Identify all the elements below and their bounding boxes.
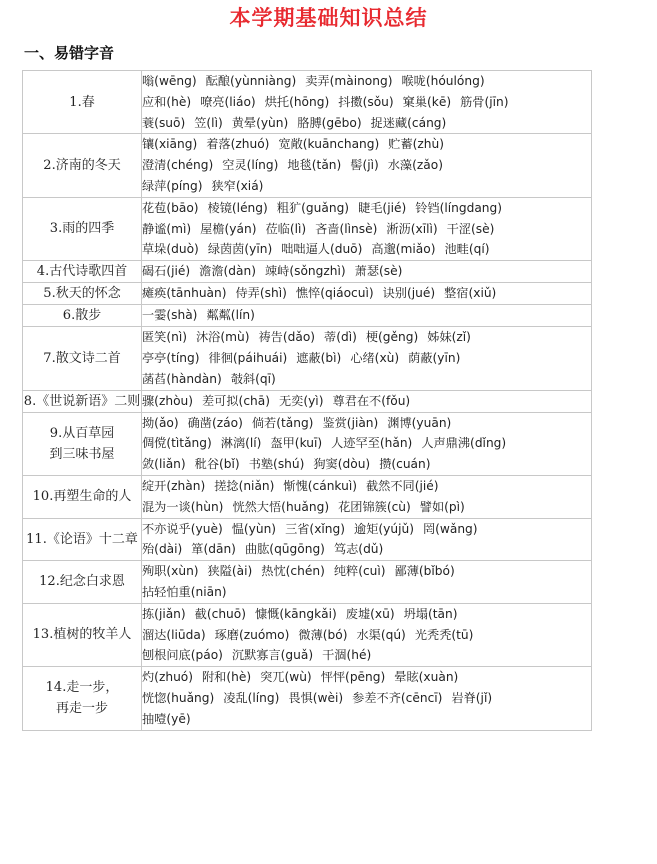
word-entry: 人声鼎沸(dǐng) <box>421 436 507 451</box>
word-entry: 惭愧(cánkuì) <box>283 478 357 493</box>
word-line <box>142 219 591 240</box>
word-list <box>142 561 592 604</box>
word-entry: 纯粹(cuì) <box>333 564 386 579</box>
word-line <box>142 497 591 518</box>
word-entry: 笠(lì) <box>194 115 223 130</box>
lesson-title-line: 3.雨的四季 <box>49 221 115 237</box>
section-heading: 一、易错字音 <box>24 44 115 62</box>
word-entry: 绿萍(píng) <box>142 178 203 193</box>
word-line <box>142 239 591 260</box>
word-entry: 狭隘(ài) <box>207 564 253 579</box>
word-entry: 祷告(dǎo) <box>258 330 316 345</box>
word-entry: 蓑(suō) <box>142 115 186 130</box>
word-entry: 睫毛(jié) <box>358 200 407 215</box>
word-line <box>142 519 591 540</box>
table-row <box>23 71 592 134</box>
word-entry: 花苞(bāo) <box>142 200 199 215</box>
word-entry: 光秃秃(tū) <box>414 627 474 642</box>
word-entry: 琢磨(zuómo) <box>214 627 290 642</box>
word-entry: 废墟(xū) <box>345 606 395 621</box>
word-entry: 干涩(sè) <box>446 221 495 236</box>
table-row <box>23 305 592 327</box>
word-entry: 鉴赏(jiàn) <box>322 415 379 430</box>
word-entry: 灼(zhuó) <box>142 670 193 685</box>
word-entry: 粗犷(guǎng) <box>276 200 350 215</box>
lesson-title <box>23 261 142 283</box>
word-entry: 殆(dài) <box>142 542 183 557</box>
word-line <box>142 327 591 348</box>
lesson-title <box>23 561 142 604</box>
word-entry: 秕谷(bǐ) <box>194 457 240 472</box>
word-entry: 愠(yùn) <box>231 521 277 536</box>
word-entry: 晕眩(xuàn) <box>394 670 459 685</box>
word-line <box>142 709 591 730</box>
word-line <box>142 261 591 282</box>
lesson-title <box>23 475 142 518</box>
word-entry: 曲肱(qūgōng) <box>244 542 325 557</box>
word-entry: 干涸(hé) <box>322 648 372 663</box>
word-entry: 心绪(xù) <box>350 350 400 365</box>
lesson-title <box>23 390 142 412</box>
word-entry: 笃志(dǔ) <box>333 542 384 557</box>
word-entry: 凌乱(líng) <box>223 690 280 705</box>
word-entry: 窠巢(kē) <box>402 94 452 109</box>
word-entry: 应和(hè) <box>142 94 192 109</box>
vocab-table <box>22 70 592 731</box>
word-entry: 刨根问底(páo) <box>142 648 223 663</box>
word-entry: 箪(dān) <box>191 542 236 557</box>
word-line <box>142 369 591 390</box>
word-entry: 徘徊(páihuái) <box>208 350 288 365</box>
word-entry: 突兀(wù) <box>260 670 312 685</box>
word-entry: 一霎(shà) <box>142 308 198 323</box>
word-entry: 确凿(záo) <box>187 415 243 430</box>
word-entry: 憔悴(qiáocuì) <box>295 286 374 301</box>
word-entry: 狭窄(xiá) <box>211 178 264 193</box>
word-line <box>142 305 591 326</box>
word-entry: 譬如(pì) <box>419 499 465 514</box>
word-entry: 侍弄(shì) <box>235 286 287 301</box>
word-entry: 梗(gěng) <box>365 330 419 345</box>
word-entry: 水藻(zǎo) <box>387 158 443 173</box>
word-entry: 淅沥(xīlì) <box>386 221 438 236</box>
word-list <box>142 71 592 134</box>
lesson-title-line: 8.《世说新语》二则 <box>23 393 141 409</box>
table-row <box>23 603 592 666</box>
lesson-title-line: 7.散文诗二首 <box>43 350 121 366</box>
word-entry: 三省(xǐng) <box>285 521 346 536</box>
word-entry: 池畦(qí) <box>444 242 490 257</box>
lesson-title <box>23 305 142 327</box>
word-entry: 淋漓(lí) <box>220 436 262 451</box>
word-line <box>142 625 591 646</box>
word-entry: 胳膊(gēbo) <box>297 115 362 130</box>
word-line <box>142 645 591 666</box>
word-entry: 沉默寡言(guǎ) <box>231 648 314 663</box>
word-entry: 草垛(duò) <box>142 242 199 257</box>
word-entry: 屋檐(yán) <box>200 221 257 236</box>
word-entry: 倘若(tǎng) <box>251 415 314 430</box>
word-line <box>142 561 591 582</box>
word-list <box>142 412 592 475</box>
word-entry: 蒂(dì) <box>324 330 357 345</box>
word-entry: 书塾(shú) <box>248 457 305 472</box>
word-line <box>142 604 591 625</box>
word-line <box>142 348 591 369</box>
word-entry: 吝啬(lìnsè) <box>315 221 378 236</box>
word-entry: 棱镜(léng) <box>207 200 268 215</box>
word-entry: 姊妹(zǐ) <box>427 330 471 345</box>
word-entry: 碣石(jié) <box>142 264 191 279</box>
lesson-title-line: 11.《论语》十二章 <box>26 531 138 547</box>
word-entry: 热忱(chén) <box>261 564 325 579</box>
table-row <box>23 283 592 305</box>
lesson-title <box>23 667 142 730</box>
word-line <box>142 667 591 688</box>
word-entry: 搓捻(niǎn) <box>214 478 275 493</box>
lesson-title <box>23 412 142 475</box>
lesson-title-line: 9.从百草园 <box>49 425 115 441</box>
lesson-title <box>23 327 142 390</box>
lesson-title-line: 到三味书屋 <box>49 446 115 462</box>
word-entry: 粼粼(lín) <box>206 308 255 323</box>
word-entry: 骤(zhòu) <box>142 393 193 408</box>
word-line <box>142 433 591 454</box>
word-entry: 怦怦(pēng) <box>320 670 386 685</box>
word-entry: 鄙薄(bǐbó) <box>394 564 455 579</box>
word-entry: 髻(jì) <box>350 158 379 173</box>
word-line <box>142 454 591 475</box>
word-entry: 地毯(tǎn) <box>287 158 342 173</box>
word-entry: 拈轻怕重(niān) <box>142 584 227 599</box>
word-entry: 嘹亮(liáo) <box>200 94 256 109</box>
table-row <box>23 561 592 604</box>
word-entry: 倜傥(tìtǎng) <box>142 436 212 451</box>
page-title: 本学期基础知识总结 <box>229 6 428 30</box>
word-entry: 高邈(miǎo) <box>371 242 436 257</box>
word-entry: 嗡(wēng) <box>142 74 197 88</box>
word-entry: 混为一谈(hùn) <box>142 499 224 514</box>
word-entry: 喉咙(hóulóng) <box>401 74 485 88</box>
word-entry: 恍惚(huǎng) <box>142 690 215 705</box>
word-entry: 莅临(lì) <box>265 221 307 236</box>
word-entry: 澹澹(dàn) <box>199 264 256 279</box>
word-entry: 恍然大悟(huǎng) <box>232 499 330 514</box>
word-entry: 萧瑟(sè) <box>354 264 403 279</box>
word-entry: 荫蔽(yīn) <box>408 350 461 365</box>
word-entry: 盔甲(kuī) <box>270 436 323 451</box>
lesson-title-line: 6.散步 <box>62 308 102 324</box>
table-row <box>23 390 592 412</box>
word-entry: 贮蓄(zhù) <box>388 137 444 152</box>
word-entry: 攒(cuán) <box>379 457 431 472</box>
word-entry: 筋骨(jīn) <box>460 94 509 109</box>
word-line <box>142 582 591 603</box>
word-entry: 殉职(xùn) <box>142 564 199 579</box>
word-entry: 铃铛(língdang) <box>415 200 503 215</box>
word-entry: 沐浴(mù) <box>196 330 250 345</box>
lesson-title-line: 10.再塑生命的人 <box>32 489 132 505</box>
word-entry: 抖擞(sǒu) <box>338 94 394 109</box>
word-entry: 黄晕(yùn) <box>231 115 289 130</box>
word-entry: 诀别(jué) <box>382 286 436 301</box>
table-row <box>23 412 592 475</box>
lesson-title <box>23 134 142 197</box>
word-entry: 酝酿(yùnniàng) <box>205 74 297 88</box>
lesson-title <box>23 197 142 260</box>
word-line <box>142 71 591 92</box>
table-row <box>23 197 592 260</box>
table-row <box>23 134 592 197</box>
word-entry: 菡萏(hàndàn) <box>142 371 222 386</box>
table-row <box>23 327 592 390</box>
word-list <box>142 475 592 518</box>
word-list <box>142 327 592 390</box>
word-line <box>142 198 591 219</box>
word-entry: 慷慨(kāngkǎi) <box>254 606 337 621</box>
word-entry: 攲斜(qī) <box>230 371 276 386</box>
table-row <box>23 667 592 730</box>
word-entry: 静谧(mì) <box>142 221 192 236</box>
lesson-title <box>23 71 142 134</box>
word-entry: 瘫痪(tānhuàn) <box>142 286 227 301</box>
word-entry: 拗(ǎo) <box>142 415 179 430</box>
word-entry: 无奕(yì) <box>278 393 324 408</box>
word-entry: 遮蔽(bì) <box>296 350 342 365</box>
lesson-title-line: 2.济南的冬天 <box>43 158 121 174</box>
word-line <box>142 155 591 176</box>
word-entry: 截(chuō) <box>194 606 246 621</box>
word-entry: 绽开(zhàn) <box>142 478 206 493</box>
word-entry: 参差不齐(cēncī) <box>352 690 443 705</box>
word-entry: 尊君在不(fǒu) <box>332 393 411 408</box>
word-line <box>142 688 591 709</box>
word-entry: 澄清(chéng) <box>142 158 214 173</box>
word-list <box>142 305 592 327</box>
word-line <box>142 283 591 304</box>
word-entry: 微薄(bó) <box>298 627 348 642</box>
lesson-title-line: 12.纪念白求恩 <box>39 574 125 590</box>
word-entry: 卖弄(màinong) <box>305 74 393 88</box>
word-list <box>142 390 592 412</box>
word-line <box>142 413 591 434</box>
word-entry: 差可拟(chā) <box>202 393 270 408</box>
lesson-title-line: 再走一步 <box>55 701 108 717</box>
word-line <box>142 134 591 155</box>
word-line <box>142 113 591 134</box>
word-entry: 咄咄逼人(duō) <box>281 242 363 257</box>
word-entry: 空灵(líng) <box>222 158 279 173</box>
word-entry: 宽敞(kuānchang) <box>278 137 380 152</box>
word-line <box>142 391 591 412</box>
word-entry: 匿笑(nì) <box>142 330 187 345</box>
table-row <box>23 475 592 518</box>
word-entry: 截然不同(jié) <box>365 478 439 493</box>
lesson-title <box>23 603 142 666</box>
word-list <box>142 261 592 283</box>
table-row <box>23 261 592 283</box>
lesson-title-line: 13.植树的牧羊人 <box>32 627 132 643</box>
lesson-title-line: 5.秋天的怀念 <box>43 286 121 302</box>
word-list <box>142 518 592 561</box>
word-entry: 抽噎(yē) <box>142 711 191 726</box>
word-list <box>142 134 592 197</box>
word-entry: 镶(xiāng) <box>142 137 198 152</box>
word-entry: 人迹罕至(hǎn) <box>331 436 413 451</box>
word-entry: 罔(wǎng) <box>422 521 478 536</box>
word-list <box>142 667 592 730</box>
word-entry: 逾矩(yújǔ) <box>354 521 414 536</box>
word-entry: 整宿(xiǔ) <box>444 286 497 301</box>
word-entry: 敛(liǎn) <box>142 457 186 472</box>
lesson-title <box>23 518 142 561</box>
word-entry: 着落(zhuó) <box>206 137 270 152</box>
word-entry: 溜达(liūda) <box>142 627 206 642</box>
word-list <box>142 283 592 305</box>
word-list <box>142 197 592 260</box>
word-entry: 竦峙(sǒngzhì) <box>264 264 346 279</box>
word-line <box>142 176 591 197</box>
word-entry: 畏惧(wèi) <box>288 690 344 705</box>
table-row <box>23 518 592 561</box>
word-entry: 绿茵茵(yīn) <box>207 242 273 257</box>
word-entry: 捉迷藏(cáng) <box>370 115 447 130</box>
word-entry: 水渠(qú) <box>356 627 406 642</box>
word-entry: 狗窦(dòu) <box>313 457 371 472</box>
word-entry: 烘托(hōng) <box>264 94 330 109</box>
word-entry: 坍塌(tān) <box>403 606 458 621</box>
lesson-title-line: 4.古代诗歌四首 <box>36 264 128 280</box>
lesson-title-line: 1.春 <box>69 94 95 110</box>
word-entry: 拣(jiǎn) <box>142 606 186 621</box>
word-line <box>142 476 591 497</box>
word-line <box>142 539 591 560</box>
word-line <box>142 92 591 113</box>
word-entry: 附和(hè) <box>202 670 252 685</box>
word-entry: 岩脊(jǐ) <box>451 690 493 705</box>
word-entry: 不亦说乎(yuè) <box>142 521 223 536</box>
lesson-title-line: 14.走一步， <box>45 680 119 696</box>
word-list <box>142 603 592 666</box>
lesson-title <box>23 283 142 305</box>
word-entry: 亭亭(tíng) <box>142 350 200 365</box>
word-entry: 花团锦簇(cù) <box>338 499 411 514</box>
word-entry: 渊博(yuān) <box>387 415 452 430</box>
